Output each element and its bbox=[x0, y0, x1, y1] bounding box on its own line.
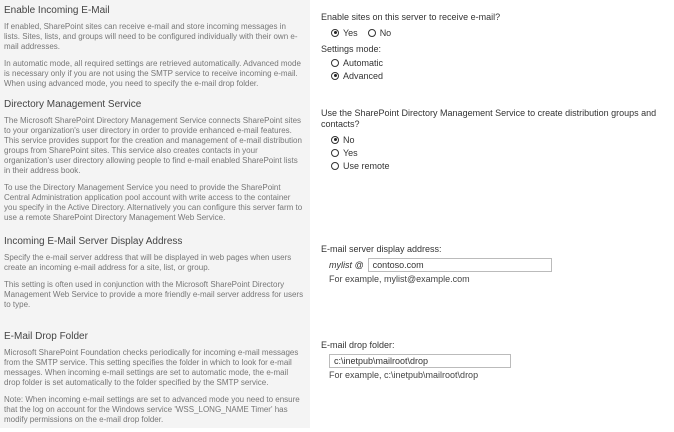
radio-label: No bbox=[379, 27, 392, 38]
directory-yes-radio[interactable] bbox=[331, 146, 673, 159]
radio-label: Automatic bbox=[343, 57, 384, 68]
directory-service-description bbox=[4, 99, 304, 230]
incoming-email-description bbox=[4, 5, 304, 96]
radio-label: No bbox=[343, 134, 355, 145]
directory-no-radio[interactable] bbox=[331, 133, 673, 146]
display-address-description bbox=[4, 236, 304, 317]
enable-question: Enable sites on this server to receive e-mail? bbox=[321, 12, 501, 22]
drop-folder-description bbox=[4, 331, 304, 432]
section-desc: If enabled, SharePoint sites can receive e-mail and store incoming messages in lists. Sites, lists, and groups will need to be configured individually with their own e-mail addresses. bbox=[4, 22, 298, 51]
section-desc: Microsoft SharePoint Foundation checks periodically for incoming e-mail messages from the SMTP service. This setting specifies the folder in which to look for e-mail messages. When incoming e-mail settings are set to automatic mode, the e-mail drop folder is set automatically to the folder specified by the SMTP service. bbox=[4, 348, 299, 387]
radio-empty-icon bbox=[368, 29, 376, 37]
radio-selected-icon bbox=[331, 72, 339, 80]
section-title: E-Mail Drop Folder bbox=[4, 331, 88, 342]
mylist-prefix: mylist @ bbox=[329, 260, 364, 270]
section-desc: This setting is often used in conjunction with the Microsoft SharePoint Directory Management Web Service to provide a more friendly e-mail server address for users to type. bbox=[4, 280, 304, 309]
drop-folder-controls bbox=[321, 340, 673, 381]
display-address-input[interactable]: contoso.com bbox=[368, 258, 552, 272]
display-address-example: For example, mylist@example.com bbox=[329, 274, 470, 284]
section-title: Incoming E-Mail Server Display Address bbox=[4, 236, 183, 247]
settings-mode-label: Settings mode: bbox=[321, 44, 382, 54]
section-title: Enable Incoming E-Mail bbox=[4, 5, 110, 16]
radio-label: Advanced bbox=[343, 70, 384, 81]
section-desc: Specify the e-mail server address that will be displayed in web pages when users create an incoming e-mail address for a site, list, or group. bbox=[4, 253, 292, 272]
drop-folder-input[interactable]: c:\inetpub\mailroot\drop bbox=[329, 354, 511, 368]
directory-remote-radio[interactable] bbox=[331, 159, 673, 172]
enable-yes-radio[interactable] bbox=[331, 26, 358, 39]
section-desc: Note: When incoming e-mail settings are set to advanced mode you need to ensure that the log on account for the Windows service 'WSS_LONG_NAME Timer' has modify permissions on the e-mail drop folder. bbox=[4, 395, 300, 424]
mode-advanced-radio[interactable] bbox=[331, 69, 673, 82]
radio-empty-icon bbox=[331, 59, 339, 67]
radio-label: Yes bbox=[343, 147, 358, 158]
mode-automatic-radio[interactable] bbox=[331, 56, 673, 69]
display-address-controls bbox=[321, 244, 673, 285]
drop-folder-label: E-mail drop folder: bbox=[321, 340, 395, 350]
radio-label: Yes bbox=[343, 27, 358, 38]
radio-selected-icon bbox=[331, 136, 339, 144]
enable-no-radio[interactable] bbox=[368, 26, 392, 39]
directory-question: Use the SharePoint Directory Management Service to create distribution groups and contacts? bbox=[321, 108, 657, 129]
radio-label: Use remote bbox=[343, 160, 390, 171]
section-desc: To use the Directory Management Service you need to provide the SharePoint Central Administration application pool account with write access to the container you specify in the Active Directory. Alternatively you can configure this server farm to use a remote SharePoint Directory Management Web Service. bbox=[4, 183, 303, 222]
directory-service-controls bbox=[321, 108, 673, 172]
radio-empty-icon bbox=[331, 162, 339, 170]
display-address-label: E-mail server display address: bbox=[321, 244, 442, 254]
section-desc: In automatic mode, all required settings are retrieved automatically. Advanced mode is necessary only if you are not using the SMTP service to receive incoming e-mail. When using advanced mode, you need to specify the e-mail drop folder. bbox=[4, 59, 301, 88]
section-desc: The Microsoft SharePoint Directory Management Service connects SharePoint sites to your organization's user directory in order to provide enhanced e-mail features. This service provides support for the creation and management of e-mail distribution groups from SharePoint sites. This service also creates contacts in your organization's user directory allowing people to find e-mail enabled SharePoint lists in their address book. bbox=[4, 116, 302, 175]
radio-empty-icon bbox=[331, 149, 339, 157]
drop-folder-example: For example, c:\inetpub\mailroot\drop bbox=[329, 370, 479, 380]
incoming-email-controls bbox=[321, 12, 673, 82]
radio-selected-icon bbox=[331, 29, 339, 37]
section-title: Directory Management Service bbox=[4, 99, 142, 110]
